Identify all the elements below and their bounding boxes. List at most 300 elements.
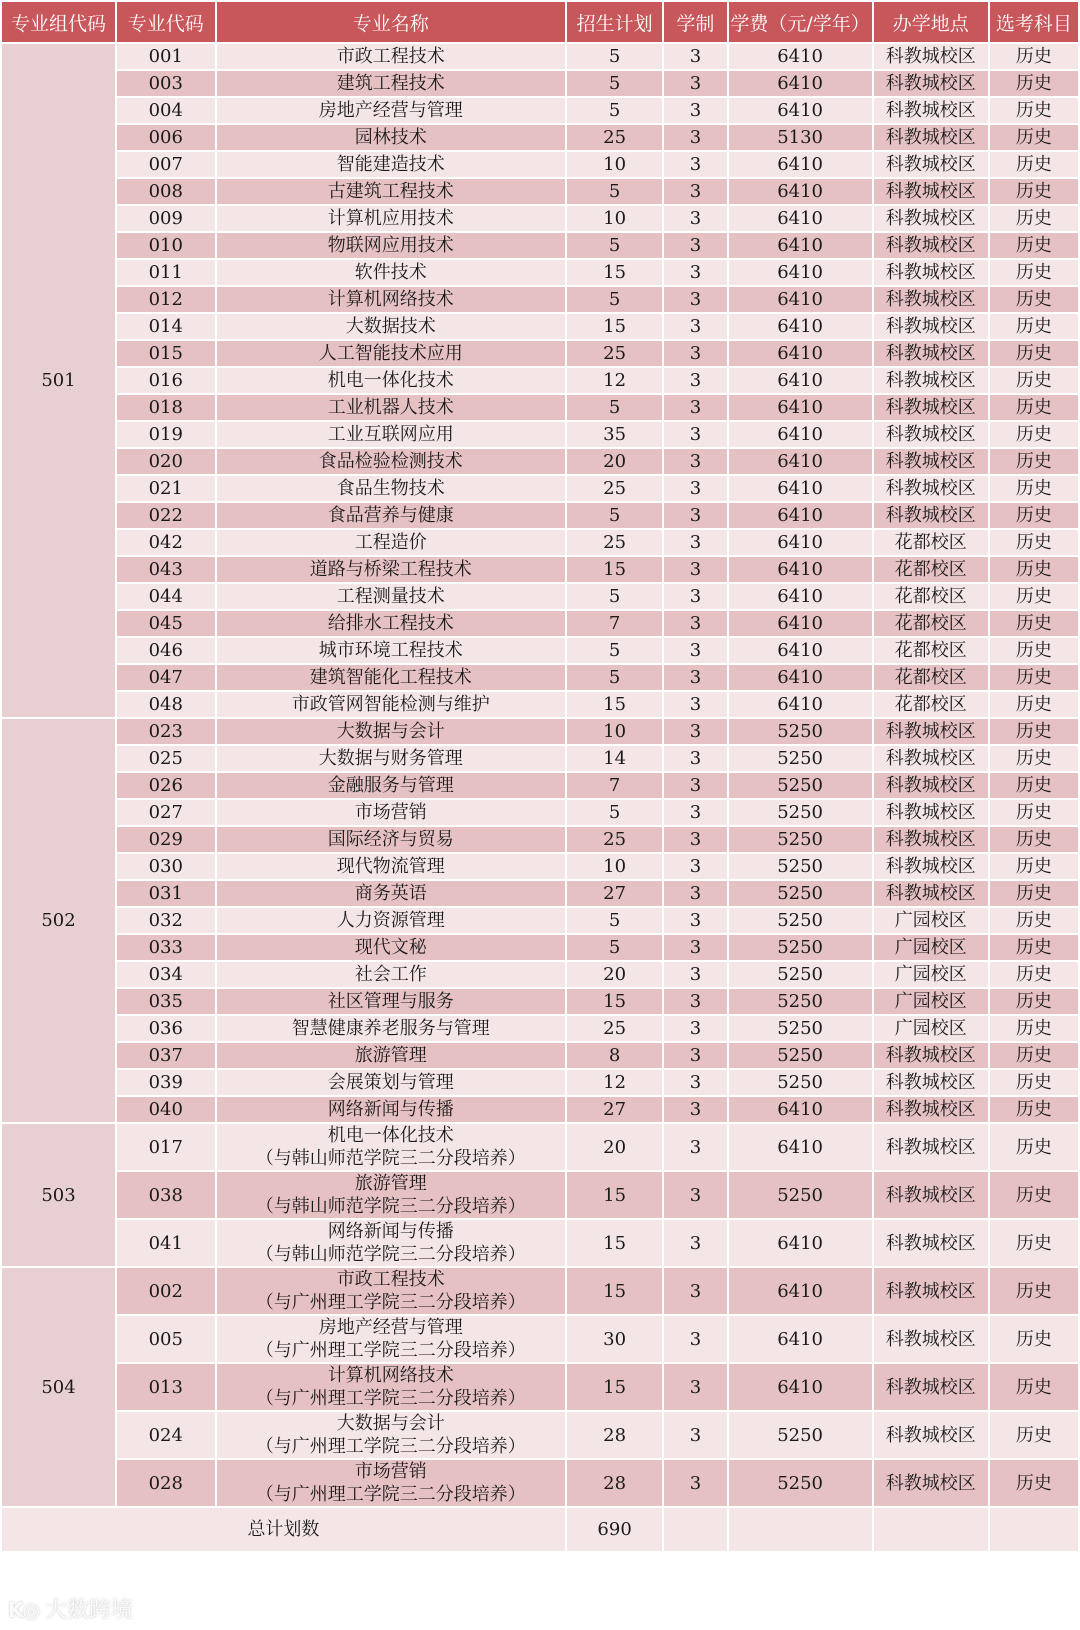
fee-cell: 6410 [728, 286, 873, 313]
major-code-cell: 039 [116, 1069, 216, 1096]
years-cell: 3 [663, 151, 727, 178]
group-code-cell: 501 [1, 43, 116, 718]
group-code-cell: 504 [1, 1267, 116, 1507]
major-code-cell: 012 [116, 286, 216, 313]
years-cell: 3 [663, 1069, 727, 1096]
campus-cell: 科教城校区 [873, 367, 989, 394]
major-code-cell: 004 [116, 97, 216, 124]
major-code-cell: 043 [116, 556, 216, 583]
major-code-cell: 019 [116, 421, 216, 448]
major-code-cell: 047 [116, 664, 216, 691]
fee-cell: 5250 [728, 907, 873, 934]
major-name-cell: 计算机网络技术 [216, 286, 566, 313]
plan-cell: 8 [566, 1042, 663, 1069]
plan-cell: 25 [566, 1015, 663, 1042]
major-name-cell: 市政管网智能检测与维护 [216, 691, 566, 718]
subject-cell: 历史 [989, 1219, 1079, 1267]
major-code-cell: 029 [116, 826, 216, 853]
campus-cell: 广园校区 [873, 934, 989, 961]
plan-cell: 15 [566, 313, 663, 340]
fee-cell: 6410 [728, 97, 873, 124]
years-cell: 3 [663, 70, 727, 97]
plan-cell: 5 [566, 934, 663, 961]
fee-cell: 6410 [728, 367, 873, 394]
total-value: 690 [566, 1507, 663, 1552]
major-name-cell: 园林技术 [216, 124, 566, 151]
years-cell: 3 [663, 718, 727, 745]
plan-cell: 15 [566, 556, 663, 583]
major-name-cell: 食品检验检测技术 [216, 448, 566, 475]
major-name-cell [216, 1363, 566, 1411]
major-name-cell: 人力资源管理 [216, 907, 566, 934]
fee-cell: 5250 [728, 745, 873, 772]
table-row [1, 313, 1079, 340]
major-note: （与广州理工学院三二分段培养） [255, 1388, 526, 1409]
years-cell: 3 [663, 1219, 727, 1267]
major-code-cell: 030 [116, 853, 216, 880]
fee-cell: 6410 [728, 637, 873, 664]
major-name-cell: 金融服务与管理 [216, 772, 566, 799]
campus-cell: 科教城校区 [873, 1315, 989, 1363]
fee-cell: 5250 [728, 1171, 873, 1219]
major-code-cell: 026 [116, 772, 216, 799]
major-code-cell: 038 [116, 1171, 216, 1219]
years-cell: 3 [663, 691, 727, 718]
fee-cell: 6410 [728, 421, 873, 448]
plan-cell: 10 [566, 205, 663, 232]
subject-cell: 历史 [989, 448, 1079, 475]
plan-cell: 10 [566, 853, 663, 880]
major-code-cell: 035 [116, 988, 216, 1015]
group-code-cell: 503 [1, 1123, 116, 1267]
campus-cell: 科教城校区 [873, 1363, 989, 1411]
plan-cell: 35 [566, 421, 663, 448]
major-name-cell: 房地产经营与管理 [216, 97, 566, 124]
subject-cell: 历史 [989, 880, 1079, 907]
table-row [1, 664, 1079, 691]
years-cell: 3 [663, 286, 727, 313]
fee-cell: 6410 [728, 1315, 873, 1363]
years-cell: 3 [663, 1123, 727, 1171]
fee-cell: 6410 [728, 1219, 873, 1267]
major-code-cell: 024 [116, 1411, 216, 1459]
plan-cell: 25 [566, 475, 663, 502]
plan-cell: 7 [566, 772, 663, 799]
header-years: 学制 [663, 1, 727, 43]
fee-cell: 6410 [728, 583, 873, 610]
fee-cell: 6410 [728, 232, 873, 259]
campus-cell: 科教城校区 [873, 259, 989, 286]
major-name-cell: 商务英语 [216, 880, 566, 907]
major-name-cell: 市场营销 [216, 799, 566, 826]
fee-cell: 5250 [728, 799, 873, 826]
major-code-cell: 014 [116, 313, 216, 340]
major-name-cell [216, 1315, 566, 1363]
major-name-cell: 人工智能技术应用 [216, 340, 566, 367]
table-row [1, 70, 1079, 97]
table-row [1, 394, 1079, 421]
fee-cell: 6410 [728, 1363, 873, 1411]
table-row [1, 853, 1079, 880]
years-cell: 3 [663, 637, 727, 664]
years-cell: 3 [663, 232, 727, 259]
fee-cell: 5250 [728, 1015, 873, 1042]
campus-cell: 花都校区 [873, 637, 989, 664]
major-name-cell: 社区管理与服务 [216, 988, 566, 1015]
table-row [1, 583, 1079, 610]
plan-cell: 5 [566, 394, 663, 421]
years-cell: 3 [663, 610, 727, 637]
table-row [1, 880, 1079, 907]
subject-cell: 历史 [989, 43, 1079, 70]
major-code-cell: 006 [116, 124, 216, 151]
years-cell: 3 [663, 394, 727, 421]
table-row [1, 610, 1079, 637]
table-row [1, 745, 1079, 772]
major-code-cell: 017 [116, 1123, 216, 1171]
group-code-cell: 502 [1, 718, 116, 1123]
major-code-cell: 034 [116, 961, 216, 988]
campus-cell: 科教城校区 [873, 745, 989, 772]
major-name-cell: 物联网应用技术 [216, 232, 566, 259]
major-name-cell: 工程造价 [216, 529, 566, 556]
major-name-cell: 现代文秘 [216, 934, 566, 961]
watermark-logo-icon: K◎ [8, 1598, 39, 1622]
campus-cell: 广园校区 [873, 988, 989, 1015]
major-code-cell: 037 [116, 1042, 216, 1069]
subject-cell: 历史 [989, 664, 1079, 691]
table-row [1, 1042, 1079, 1069]
major-name-cell: 国际经济与贸易 [216, 826, 566, 853]
major-name-cell [216, 1459, 566, 1507]
years-cell: 3 [663, 1171, 727, 1219]
table-row [1, 1459, 1079, 1507]
plan-cell: 30 [566, 1315, 663, 1363]
major-name-cell: 给排水工程技术 [216, 610, 566, 637]
campus-cell: 科教城校区 [873, 232, 989, 259]
table-row [1, 421, 1079, 448]
header-campus: 办学地点 [873, 1, 989, 43]
years-cell: 3 [663, 799, 727, 826]
table-row [1, 367, 1079, 394]
major-name-cell: 机电一体化技术 [216, 367, 566, 394]
major-name: 机电一体化技术 [327, 1125, 454, 1146]
major-code-cell: 036 [116, 1015, 216, 1042]
fee-cell: 6410 [728, 1267, 873, 1315]
plan-cell: 25 [566, 826, 663, 853]
table-row [1, 151, 1079, 178]
subject-cell: 历史 [989, 799, 1079, 826]
major-name-cell: 计算机应用技术 [216, 205, 566, 232]
years-cell: 3 [663, 178, 727, 205]
campus-cell: 科教城校区 [873, 448, 989, 475]
subject-cell: 历史 [989, 421, 1079, 448]
campus-cell: 花都校区 [873, 664, 989, 691]
subject-cell: 历史 [989, 475, 1079, 502]
table-row [1, 205, 1079, 232]
years-cell: 3 [663, 745, 727, 772]
table-row [1, 1096, 1079, 1123]
subject-cell: 历史 [989, 1363, 1079, 1411]
subject-cell: 历史 [989, 637, 1079, 664]
subject-cell: 历史 [989, 718, 1079, 745]
plan-cell: 14 [566, 745, 663, 772]
table-row [1, 637, 1079, 664]
years-cell: 3 [663, 1042, 727, 1069]
major-name-cell: 古建筑工程技术 [216, 178, 566, 205]
years-cell: 3 [663, 1459, 727, 1507]
plan-cell: 20 [566, 961, 663, 988]
subject-cell: 历史 [989, 1042, 1079, 1069]
campus-cell: 花都校区 [873, 556, 989, 583]
plan-cell: 5 [566, 286, 663, 313]
fee-cell: 5250 [728, 988, 873, 1015]
major-code-cell: 023 [116, 718, 216, 745]
table-row [1, 502, 1079, 529]
major-name-cell [216, 1171, 566, 1219]
major-code-cell: 016 [116, 367, 216, 394]
subject-cell: 历史 [989, 1069, 1079, 1096]
watermark [8, 1593, 133, 1624]
plan-cell: 5 [566, 232, 663, 259]
major-name-cell: 网络新闻与传播 [216, 1096, 566, 1123]
major-name-cell: 建筑工程技术 [216, 70, 566, 97]
table-row [1, 907, 1079, 934]
campus-cell: 科教城校区 [873, 1096, 989, 1123]
years-cell: 3 [663, 1363, 727, 1411]
table-row [1, 961, 1079, 988]
years-cell: 3 [663, 664, 727, 691]
major-code-cell: 044 [116, 583, 216, 610]
subject-cell: 历史 [989, 1315, 1079, 1363]
table-row [1, 1069, 1079, 1096]
major-name-cell: 会展策划与管理 [216, 1069, 566, 1096]
major-code-cell: 008 [116, 178, 216, 205]
campus-cell: 科教城校区 [873, 1171, 989, 1219]
fee-cell: 6410 [728, 340, 873, 367]
major-name: 房地产经营与管理 [318, 1317, 463, 1338]
plan-cell: 28 [566, 1411, 663, 1459]
years-cell: 3 [663, 1315, 727, 1363]
table-body [1, 43, 1079, 1507]
header-fee: 学费（元/学年） [728, 1, 873, 43]
fee-cell: 6410 [728, 313, 873, 340]
major-code-cell: 005 [116, 1315, 216, 1363]
campus-cell: 科教城校区 [873, 205, 989, 232]
subject-cell: 历史 [989, 961, 1079, 988]
header-group-code: 专业组代码 [1, 1, 116, 43]
major-code-cell: 031 [116, 880, 216, 907]
major-name-cell: 软件技术 [216, 259, 566, 286]
years-cell: 3 [663, 1267, 727, 1315]
major-note: （与广州理工学院三二分段培养） [255, 1484, 526, 1505]
fee-cell: 5250 [728, 934, 873, 961]
fee-cell: 5250 [728, 1042, 873, 1069]
subject-cell: 历史 [989, 610, 1079, 637]
years-cell: 3 [663, 583, 727, 610]
subject-cell: 历史 [989, 556, 1079, 583]
major-note: （与韩山师范学院三二分段培养） [255, 1244, 526, 1265]
campus-cell: 科教城校区 [873, 97, 989, 124]
campus-cell: 科教城校区 [873, 313, 989, 340]
major-name-cell: 工程测量技术 [216, 583, 566, 610]
table-row [1, 1411, 1079, 1459]
major-name: 市政工程技术 [336, 1269, 445, 1290]
plan-cell: 5 [566, 502, 663, 529]
fee-cell: 6410 [728, 664, 873, 691]
campus-cell: 科教城校区 [873, 151, 989, 178]
header-major-code: 专业代码 [116, 1, 216, 43]
campus-cell: 科教城校区 [873, 826, 989, 853]
subject-cell: 历史 [989, 1411, 1079, 1459]
subject-cell: 历史 [989, 907, 1079, 934]
major-code-cell: 022 [116, 502, 216, 529]
major-code-cell: 045 [116, 610, 216, 637]
table-row [1, 1267, 1079, 1315]
plan-cell: 15 [566, 988, 663, 1015]
major-note: （与广州理工学院三二分段培养） [255, 1436, 526, 1457]
major-name-cell: 道路与桥梁工程技术 [216, 556, 566, 583]
years-cell: 3 [663, 529, 727, 556]
fee-cell: 6410 [728, 178, 873, 205]
major-name-cell: 大数据技术 [216, 313, 566, 340]
subject-cell: 历史 [989, 259, 1079, 286]
subject-cell: 历史 [989, 1123, 1079, 1171]
table-row [1, 178, 1079, 205]
fee-cell: 5250 [728, 1069, 873, 1096]
major-code-cell: 009 [116, 205, 216, 232]
campus-cell: 科教城校区 [873, 70, 989, 97]
table-row [1, 1171, 1079, 1219]
major-code-cell: 027 [116, 799, 216, 826]
subject-cell: 历史 [989, 583, 1079, 610]
years-cell: 3 [663, 313, 727, 340]
campus-cell: 广园校区 [873, 907, 989, 934]
major-name-cell [216, 1411, 566, 1459]
major-name-cell: 工业互联网应用 [216, 421, 566, 448]
years-cell: 3 [663, 124, 727, 151]
subject-cell: 历史 [989, 1171, 1079, 1219]
major-name-cell [216, 1219, 566, 1267]
major-code-cell: 011 [116, 259, 216, 286]
table-row [1, 1015, 1079, 1042]
campus-cell: 广园校区 [873, 1015, 989, 1042]
fee-cell: 5250 [728, 853, 873, 880]
major-code-cell: 042 [116, 529, 216, 556]
campus-cell: 科教城校区 [873, 718, 989, 745]
years-cell: 3 [663, 556, 727, 583]
years-cell: 3 [663, 988, 727, 1015]
major-name-cell: 智慧健康养老服务与管理 [216, 1015, 566, 1042]
major-code-cell: 046 [116, 637, 216, 664]
table-row [1, 1219, 1079, 1267]
years-cell: 3 [663, 448, 727, 475]
total-row [1, 1507, 1079, 1552]
years-cell: 3 [663, 475, 727, 502]
years-cell: 3 [663, 367, 727, 394]
campus-cell: 科教城校区 [873, 1267, 989, 1315]
subject-cell: 历史 [989, 1459, 1079, 1507]
plan-cell: 12 [566, 367, 663, 394]
subject-cell: 历史 [989, 70, 1079, 97]
major-name: 市场营销 [354, 1461, 427, 1482]
fee-cell: 6410 [728, 502, 873, 529]
table-row [1, 232, 1079, 259]
major-name-cell: 现代物流管理 [216, 853, 566, 880]
plan-cell: 20 [566, 1123, 663, 1171]
fee-cell: 6410 [728, 205, 873, 232]
table-row [1, 529, 1079, 556]
table-row [1, 97, 1079, 124]
years-cell: 3 [663, 853, 727, 880]
major-name-cell: 食品营养与健康 [216, 502, 566, 529]
major-name-cell [216, 1267, 566, 1315]
campus-cell: 广园校区 [873, 961, 989, 988]
subject-cell: 历史 [989, 502, 1079, 529]
plan-cell: 5 [566, 178, 663, 205]
plan-cell: 15 [566, 1267, 663, 1315]
campus-cell: 科教城校区 [873, 1411, 989, 1459]
subject-cell: 历史 [989, 394, 1079, 421]
table-row [1, 718, 1079, 745]
plan-cell: 10 [566, 718, 663, 745]
fee-cell: 6410 [728, 448, 873, 475]
major-name-cell: 大数据与会计 [216, 718, 566, 745]
subject-cell: 历史 [989, 205, 1079, 232]
table-row [1, 475, 1079, 502]
years-cell: 3 [663, 340, 727, 367]
major-name-cell: 社会工作 [216, 961, 566, 988]
fee-cell: 5250 [728, 1411, 873, 1459]
total-label: 总计划数 [1, 1507, 566, 1552]
subject-cell: 历史 [989, 988, 1079, 1015]
fee-cell: 6410 [728, 1096, 873, 1123]
major-code-cell: 015 [116, 340, 216, 367]
header-subject: 选考科目 [989, 1, 1079, 43]
major-name: 大数据与会计 [336, 1413, 445, 1434]
fee-cell: 6410 [728, 43, 873, 70]
plan-cell: 5 [566, 70, 663, 97]
subject-cell: 历史 [989, 367, 1079, 394]
years-cell: 3 [663, 421, 727, 448]
subject-cell: 历史 [989, 745, 1079, 772]
major-note: （与韩山师范学院三二分段培养） [255, 1148, 526, 1169]
major-code-cell: 040 [116, 1096, 216, 1123]
plan-cell: 7 [566, 610, 663, 637]
campus-cell: 科教城校区 [873, 286, 989, 313]
years-cell: 3 [663, 205, 727, 232]
major-name-cell: 旅游管理 [216, 1042, 566, 1069]
major-name-cell: 城市环境工程技术 [216, 637, 566, 664]
campus-cell: 科教城校区 [873, 394, 989, 421]
empty-cell [663, 1507, 727, 1552]
table-row [1, 1363, 1079, 1411]
major-note: （与广州理工学院三二分段培养） [255, 1292, 526, 1313]
fee-cell: 6410 [728, 556, 873, 583]
subject-cell: 历史 [989, 529, 1079, 556]
plan-cell: 10 [566, 151, 663, 178]
empty-cell [728, 1507, 873, 1552]
fee-cell: 6410 [728, 1123, 873, 1171]
fee-cell: 6410 [728, 529, 873, 556]
years-cell: 3 [663, 502, 727, 529]
subject-cell: 历史 [989, 1267, 1079, 1315]
watermark-text: 大数跨境 [44, 1598, 133, 1623]
empty-cell [989, 1507, 1079, 1552]
subject-cell: 历史 [989, 97, 1079, 124]
campus-cell: 科教城校区 [873, 178, 989, 205]
subject-cell: 历史 [989, 313, 1079, 340]
